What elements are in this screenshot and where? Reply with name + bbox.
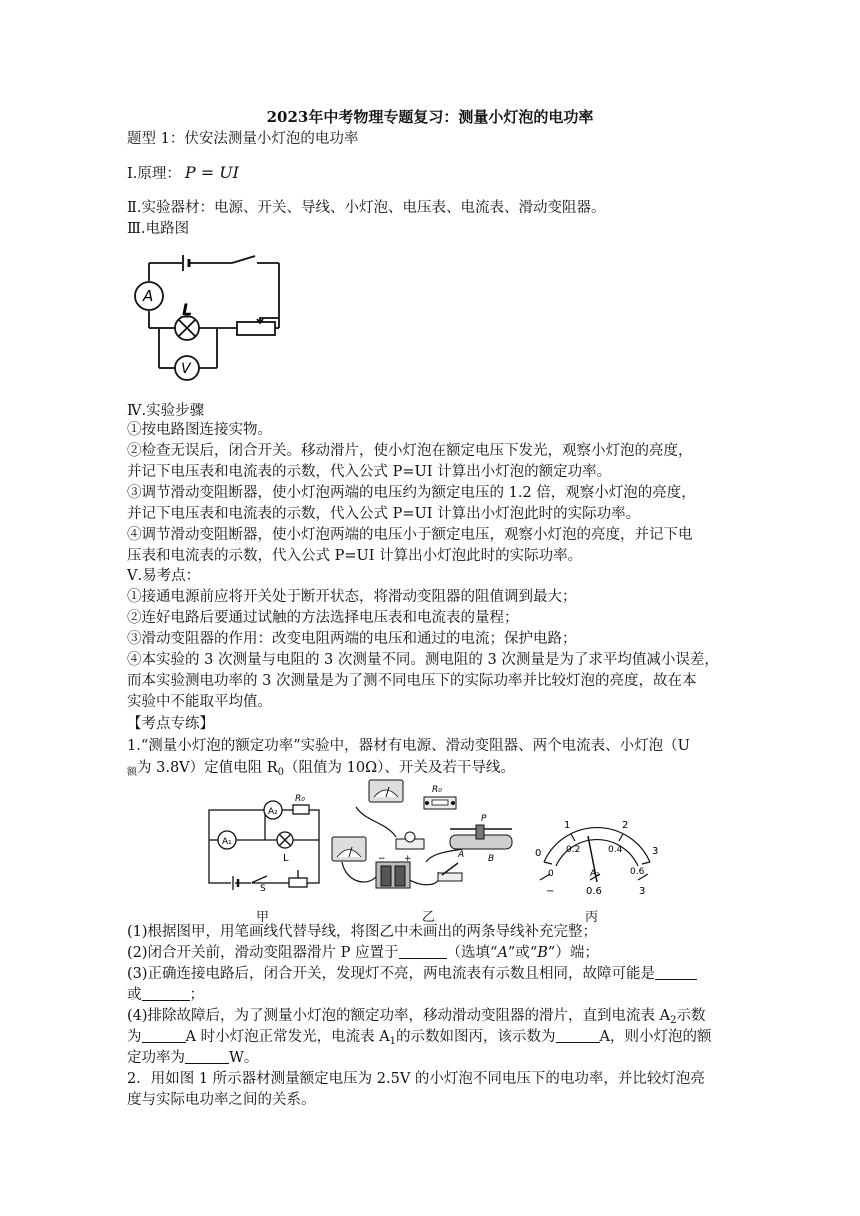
question-1-text-a: 为 3.8V）定值电阻 R	[137, 760, 278, 776]
bing-meter-label: A₁	[590, 869, 600, 879]
point-line-3: ③滑动变阻器的作用：改变电阻两端的电压和通过的电流；保护电路；	[127, 631, 577, 647]
type-heading: 题型 1：伏安法测量小灯泡的电功率	[127, 131, 359, 147]
figure-yi	[326, 777, 526, 902]
equipment-line: Ⅱ.实验器材：电源、开关、导线、小灯泡、电压表、电流表、滑动变阻器。	[127, 200, 606, 216]
principle-line	[127, 162, 239, 185]
yi-r0-label: R₀	[432, 785, 442, 795]
yi-ammeter-top	[369, 780, 403, 802]
yi-battery	[376, 854, 412, 888]
svg-text:−: −	[378, 854, 386, 864]
sub-question-4-text-g: 定功率为	[127, 1050, 185, 1066]
sub-question-1: (1)根据图甲，用笔画线代替导线，将图乙中未画出的两条导线补充完整；	[127, 924, 598, 940]
figure-jia	[205, 788, 325, 892]
answer-blank-4c[interactable]	[185, 1049, 229, 1064]
yi-b-label: B	[488, 854, 495, 864]
yi-p-label: P	[481, 814, 487, 824]
answer-blank-4b[interactable]	[556, 1028, 600, 1043]
page-title: 2023年中考物理专题复习：测量小灯泡的电功率	[266, 108, 594, 126]
yi-rheostat	[450, 825, 512, 849]
step-line-6: ④调节滑动变阻断器，使小灯泡两端的电压小于额定电压，观察小灯泡的亮度，并记下电	[127, 527, 693, 543]
yi-lamp-holder	[396, 832, 424, 849]
sub-question-4-text-c: 为	[127, 1029, 142, 1045]
sub-question-4-text-f: A，则小灯泡的额	[599, 1029, 712, 1045]
step-line-3: 并记下电压表和电流表的示数，代入公式 P=UI 计算出小灯泡的额定功率。	[127, 464, 612, 480]
sub-question-4-text-a: (4)排除故障后，为了测量小灯泡的额定功率，移动滑动变阻器的滑片，直到电流表 A	[127, 1008, 671, 1024]
step-line-5: 并记下电压表和电流表的示数，代入公式 P=UI 计算出小灯泡此时的实际功率。	[127, 506, 641, 522]
bing-scale-bottom-0: 0	[548, 869, 554, 879]
figure-bing-label: 丙	[585, 910, 599, 925]
sub-question-2	[127, 943, 599, 964]
a2-subscript: 2	[670, 1015, 677, 1026]
bing-terminal-3: 3	[639, 886, 646, 897]
yi-switch	[438, 863, 462, 881]
sub-question-4-text-b: 示数	[676, 1008, 706, 1024]
circuit-voltmeter-label: V	[181, 361, 191, 377]
steps-heading: Ⅳ.实验步骤	[127, 403, 205, 419]
bing-scale-bottom-1: 0.2	[566, 845, 581, 855]
yi-ammeter-left	[332, 837, 366, 861]
sub-question-3-text-or: 或	[127, 987, 142, 1003]
step-line-2: ②检查无误后，闭合开关。移动滑片，使小灯泡在额定电压下发光，观察小灯泡的亮度，	[127, 443, 693, 459]
bing-terminal-06: 0.6	[586, 886, 602, 897]
option-b: B	[537, 945, 548, 961]
sub-question-4-text-e: 的示数如图丙，该示数为	[396, 1029, 556, 1045]
question-2-line-2: 度与实际电功率之间的关系。	[127, 1092, 316, 1108]
jia-a1-label: A₁	[222, 837, 232, 847]
answer-blank-2[interactable]	[399, 944, 447, 959]
yi-resistor-board	[424, 797, 456, 809]
figure-yi-label: 乙	[422, 910, 436, 925]
circuit-lamp-label: L	[182, 300, 193, 319]
bing-scale-top-3: 3	[652, 846, 659, 857]
yi-a-label: A	[458, 850, 465, 860]
sub-question-2-text-a: (2)闭合开关前，滑动变阻器滑片 P 应置于	[127, 945, 399, 961]
point-line-5: 而本实验测电功率的 3 次测量是为了测不同电压下的实际功率并比较灯泡的亮度，故在本	[127, 673, 697, 689]
r0-subscript: 0	[277, 767, 285, 778]
step-line-1: ①按电路图连接实物。	[127, 422, 272, 438]
sub-question-2-text-d: ”）端；	[547, 945, 599, 961]
answer-blank-3a[interactable]	[655, 965, 697, 980]
point-line-4: ④本实验的 3 次测量与电阻的 3 次测量不同。测电阻的 3 次测量是为了求平均值减小误差，	[127, 652, 719, 668]
bing-terminal-neg: −	[546, 886, 555, 897]
practice-heading: 【考点专练】	[127, 716, 214, 732]
step-line-7: 压表和电流表的示数，代入公式 P=UI 计算出小灯泡此时的实际功率。	[127, 548, 583, 564]
point-line-6: 实验中不能取平均值。	[127, 694, 272, 710]
sub-question-3-text: (3)正确连接电路后，闭合开关，发现灯不亮，两电流表有示数且相同，故障可能是	[127, 966, 656, 982]
circuit-heading: Ⅲ.电路图	[127, 221, 190, 237]
point-line-1: ①接通电源前应将开关处于断开状态，将滑动变阻器的阻值调到最大；	[127, 589, 577, 605]
question-1-line-1: 1.“测量小灯泡的额定功率”实验中，器材有电源、滑动变阻器、两个电流表、小灯泡（U	[127, 738, 690, 754]
sub-question-2-text-c: ”或“	[507, 945, 538, 961]
a1-subscript: 1	[389, 1036, 397, 1047]
rated-subscript: 额	[127, 767, 137, 778]
bing-scale-top-2: 2	[622, 820, 629, 831]
sub-question-2-text-b: （选填“	[446, 945, 498, 961]
sub-question-3-text-end: ；	[189, 987, 204, 1003]
jia-a2-label: A₂	[268, 807, 278, 817]
bing-scale-bottom-2: 0.4	[608, 845, 623, 855]
principle-label: Ⅰ.原理：	[127, 166, 181, 182]
bing-scale-bottom-3: 0.6	[630, 867, 645, 877]
sub-question-4-text-h: W。	[229, 1050, 259, 1066]
svg-text:+: +	[404, 854, 412, 864]
question-1-text-b: （阻值为 10Ω）、开关及若干导线。	[284, 760, 515, 776]
step-line-4: ③调节滑动变阻断器，使小灯泡两端的电压约为额定电压的 1.2 倍，观察小灯泡的亮度，	[127, 485, 696, 501]
answer-blank-4a[interactable]	[142, 1028, 186, 1043]
sub-question-4-end	[127, 1048, 258, 1069]
bing-scale-top-0: 0	[535, 848, 542, 859]
circuit-ammeter-label: A	[143, 287, 154, 305]
point-line-2: ②连好电路后要通过试触的方法选择电压表和电流表的量程；	[127, 610, 519, 626]
circuit-diagram	[127, 243, 287, 385]
jia-switch-label: S	[260, 884, 266, 892]
principle-formula: P = UI	[184, 163, 239, 182]
bing-scale-top-1: 1	[564, 820, 571, 831]
figure-jia-label: 甲	[256, 910, 270, 925]
sub-question-3	[127, 964, 697, 985]
sub-question-3-cont	[127, 985, 204, 1006]
question-2-line-1: 2．用如图 1 所示器材测量额定电压为 2.5V 的小灯泡不同电压下的电功率，并比较灯泡亮	[127, 1071, 705, 1087]
jia-r0-label: R₀	[295, 794, 305, 804]
sub-question-4-text-d: A 时小灯泡正常发光，电流表 A	[185, 1029, 390, 1045]
jia-lamp-label: L	[283, 853, 289, 864]
answer-blank-3b[interactable]	[142, 986, 190, 1001]
figure-bing	[526, 816, 666, 898]
points-heading: Ⅴ.易考点：	[127, 568, 201, 584]
option-a: A	[497, 945, 508, 961]
